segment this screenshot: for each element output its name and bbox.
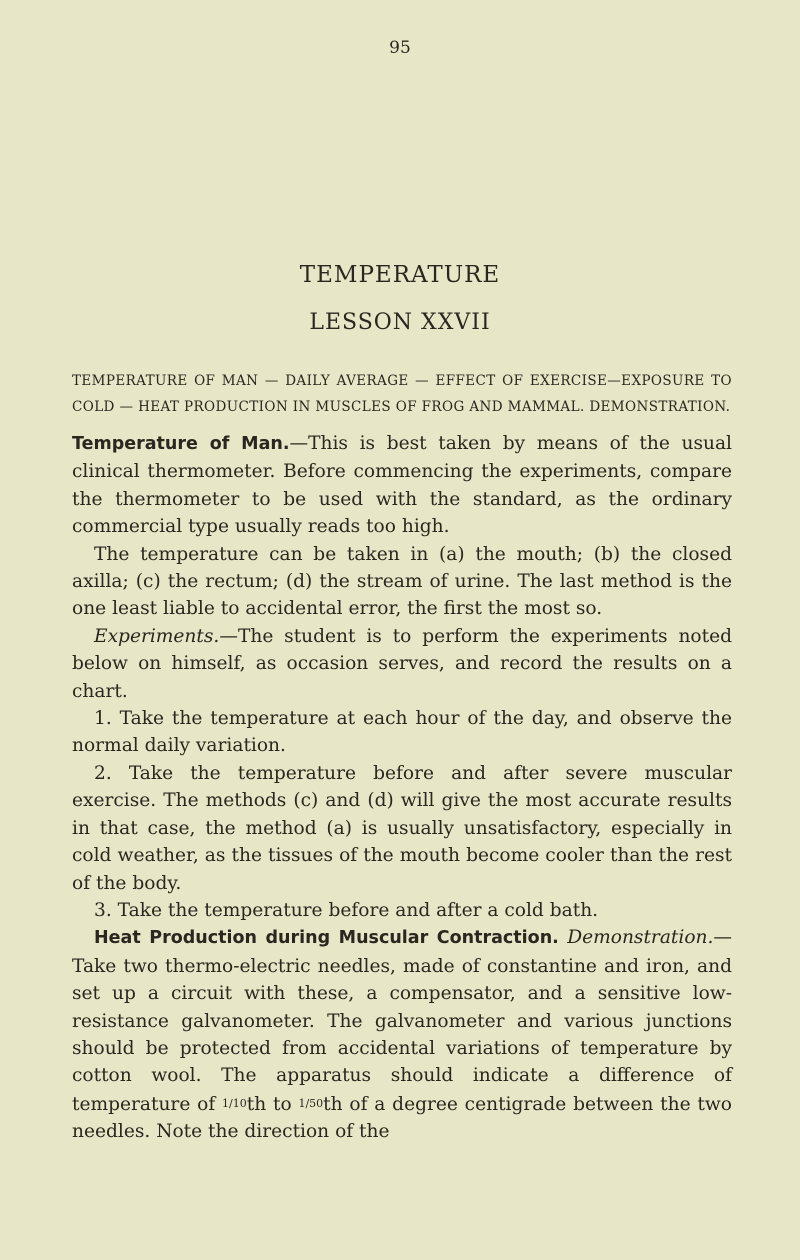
lesson-summary: TEMPERATURE OF MAN — DAILY AVERAGE — EFFECT OF EXERCISE—EXPOSURE TO COLD — HEAT PRODUCTION IN MUSCLES OF FROG AND MAMMAL. DEMONSTRATION. <box>72 373 732 415</box>
experiment-item-1: 1. Take the temperature at each hour of the day, and observe the normal daily variation. <box>72 708 732 757</box>
experiment-item-2: 2. Take the temperature before and after severe muscular exercise. The methods (c) and (d) will give the most accurate results in that case, the method (a) is usually unsatisfactory, especially in cold weather, as the tissues of the mouth become cooler than the rest of the body. <box>72 762 732 894</box>
heat-text-1: —Take two thermo-electric needles, made of constantine and iron, and set up a circuit with these, a compensator, and a sensitive low-resistance galvanometer. The galvanometer and various junctions should be protected from accidental variations of temperature by cotton wool. The apparatus should indicate a difference of temperature of <box>72 927 732 1115</box>
lesson-heading: LESSON XXVII <box>309 310 491 335</box>
th-connector: th to <box>246 1093 299 1115</box>
chapter-title: TEMPERATURE <box>299 262 501 288</box>
paragraph-heat-production <box>72 924 732 1145</box>
fraction-one-fiftieth: 1/50 <box>298 1096 324 1110</box>
section-heading-temperature-of-man: Temperature of Man. <box>72 434 290 454</box>
heat-text-2: th of a degree centigrade between the two needles. Note the direction of the <box>72 1093 732 1143</box>
page-number: 95 <box>389 38 411 58</box>
fraction-one-tenth: 1/10 <box>222 1096 247 1110</box>
section-heading-heat-production: Heat Production during Muscular Contraction. <box>94 928 559 949</box>
man-text: —This is best taken by means of the usual clinical thermometer. Before commencing the experiments, compare the thermometer to be used with the standard, as the ordinary commercial type usually reads too high. <box>72 433 733 538</box>
experiment-item-3: 3. Take the temperature before and after a cold bath. <box>94 899 599 921</box>
experiments-text: —The student is to perform the experiments noted below on himself, as occasion serves, and record the results on a chart. <box>72 625 732 702</box>
experiments-heading: Experiments. <box>94 625 220 647</box>
paragraph-temperature-of-man <box>72 430 732 541</box>
body-text <box>72 430 732 1146</box>
paragraph-methods: The temperature can be taken in (a) the mouth; (b) the closed axilla; (c) the rectum; (d) the stream of urine. The last method is the one least liable to accidental error, the first the most so. <box>72 543 732 620</box>
paragraph-experiments <box>72 623 732 705</box>
demonstration-heading: Demonstration. <box>567 927 714 949</box>
